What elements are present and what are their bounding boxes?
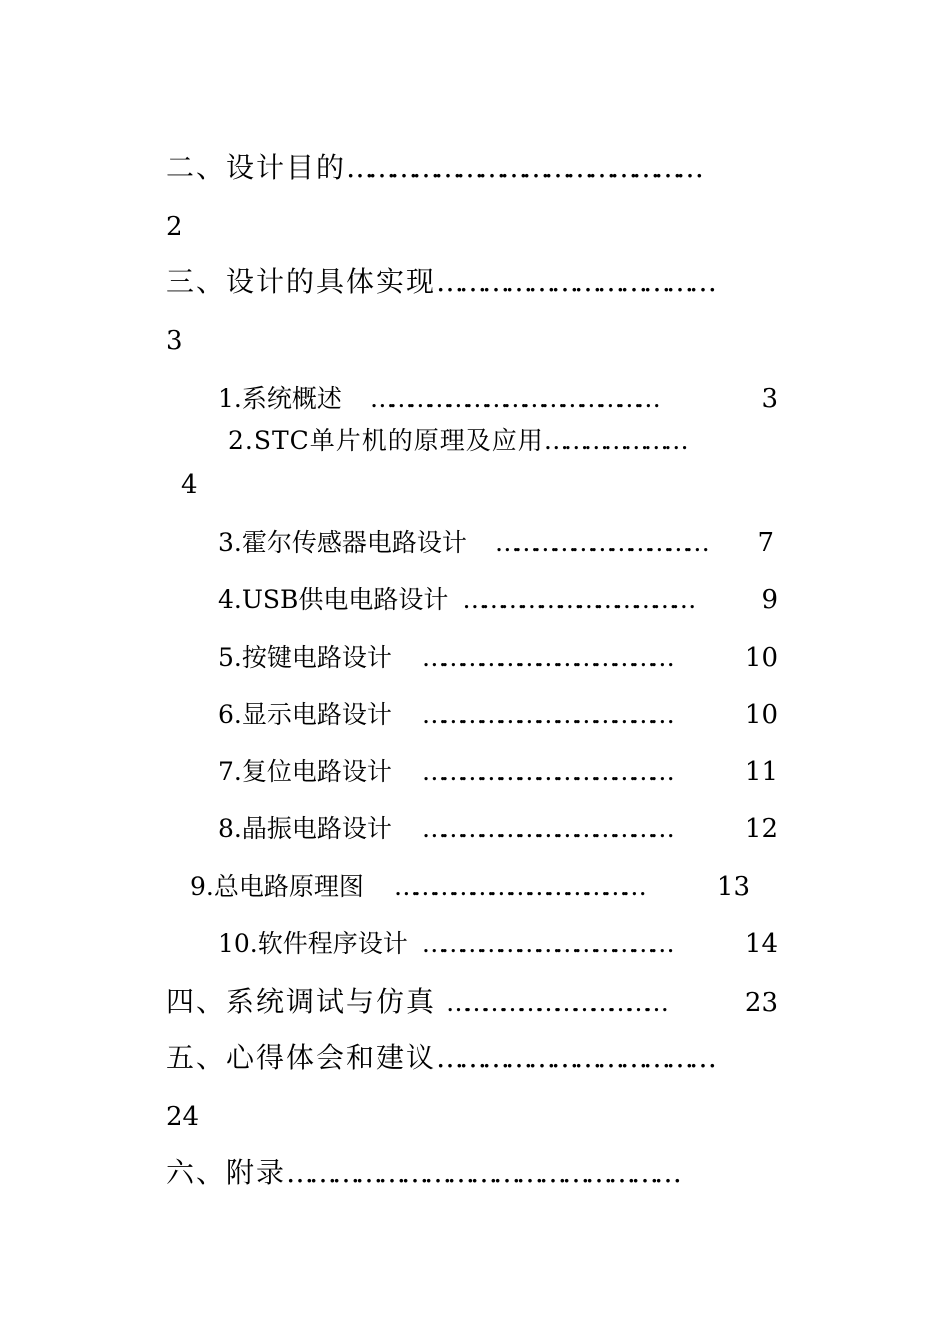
- toc-heading-sec6: [166, 1156, 678, 1189]
- toc-leader-dots: …………………: [543, 426, 684, 455]
- toc-heading-title: 五、心得体会和建议: [166, 1041, 437, 1074]
- toc-item-3: [218, 530, 774, 556]
- toc-leader-dots: …………………………………: [393, 874, 641, 899]
- toc-item-9: [190, 874, 750, 900]
- toc-page-number: 23: [744, 988, 778, 1018]
- toc-page-number: 11: [744, 757, 778, 787]
- toc-item-4: [218, 587, 778, 613]
- toc-page-number: 3: [166, 326, 183, 356]
- toc-heading-sec4: [166, 985, 778, 1018]
- toc-heading-title: 二、设计目的: [166, 151, 347, 184]
- toc-item-10: [218, 931, 778, 957]
- toc-item-label: 8.晶振电路设计: [218, 814, 392, 843]
- toc-heading-title: 四、系统调试与仿真: [166, 985, 437, 1018]
- toc-heading-title: 三、设计的具体实现: [166, 265, 437, 298]
- toc-leader-dots: …………………………………: [421, 645, 669, 670]
- toc-heading-sec3: [166, 265, 713, 298]
- toc-leader-dots: …………………………………: [421, 816, 669, 841]
- toc-item-1: [218, 386, 778, 412]
- toc-leader-dots: ……………………………: [494, 530, 704, 555]
- toc-item-5: [218, 645, 778, 671]
- toc-item-label: 6.显示电路设计: [218, 700, 392, 729]
- toc-item-label: 10.软件程序设计: [218, 929, 408, 958]
- toc-item-2: [228, 428, 684, 453]
- toc-item-label: 9.总电路原理图: [190, 872, 364, 901]
- toc-page-number: 9: [761, 585, 778, 615]
- toc-page-number: 13: [716, 872, 750, 902]
- toc-page-number: 12: [744, 814, 778, 844]
- toc-item-label: 3.霍尔传感器电路设计: [218, 528, 467, 557]
- toc-leader-dots: …………………………………………: [346, 151, 699, 184]
- toc-heading-sec5: [166, 1041, 713, 1074]
- toc-page-number: 2: [166, 212, 183, 242]
- toc-page-number: 3: [761, 384, 778, 414]
- toc-item-8: [218, 816, 778, 842]
- toc-item-label: 2.STC单片机的原理及应用: [228, 426, 544, 455]
- toc-leader-dots: ………………………………………: [369, 386, 655, 411]
- toc-item-label: 7.复位电路设计: [218, 757, 392, 786]
- toc-heading-sec2: [166, 151, 699, 184]
- toc-page-number: 14: [744, 929, 778, 959]
- toc-page-number: 7: [757, 528, 774, 558]
- toc-leader-dots: …………………………………: [421, 759, 669, 784]
- toc-item-label: 4.USB供电电路设计: [218, 585, 449, 614]
- toc-leader-dots: ………………………………: [446, 990, 663, 1015]
- toc-item-7: [218, 759, 778, 785]
- toc-leader-dots: ……………………………………………: [286, 1156, 678, 1189]
- toc-page-number: 24: [166, 1102, 200, 1132]
- toc-leader-dots: …………………………………: [421, 702, 669, 727]
- toc-page-number: 4: [181, 470, 198, 500]
- toc-heading-title: 六、附录: [166, 1156, 287, 1189]
- toc-leader-dots: ………………………………: [462, 587, 691, 612]
- toc-page-number: 10: [744, 700, 778, 730]
- toc-page-number: 10: [744, 643, 778, 673]
- toc-leader-dots: ………………………………: [436, 265, 713, 298]
- toc-item-label: 1.系统概述: [218, 384, 342, 413]
- toc-item-6: [218, 702, 778, 728]
- toc-leader-dots: ………………………………: [436, 1041, 713, 1074]
- toc-leader-dots: …………………………………: [421, 931, 669, 956]
- toc-item-label: 5.按键电路设计: [218, 643, 392, 672]
